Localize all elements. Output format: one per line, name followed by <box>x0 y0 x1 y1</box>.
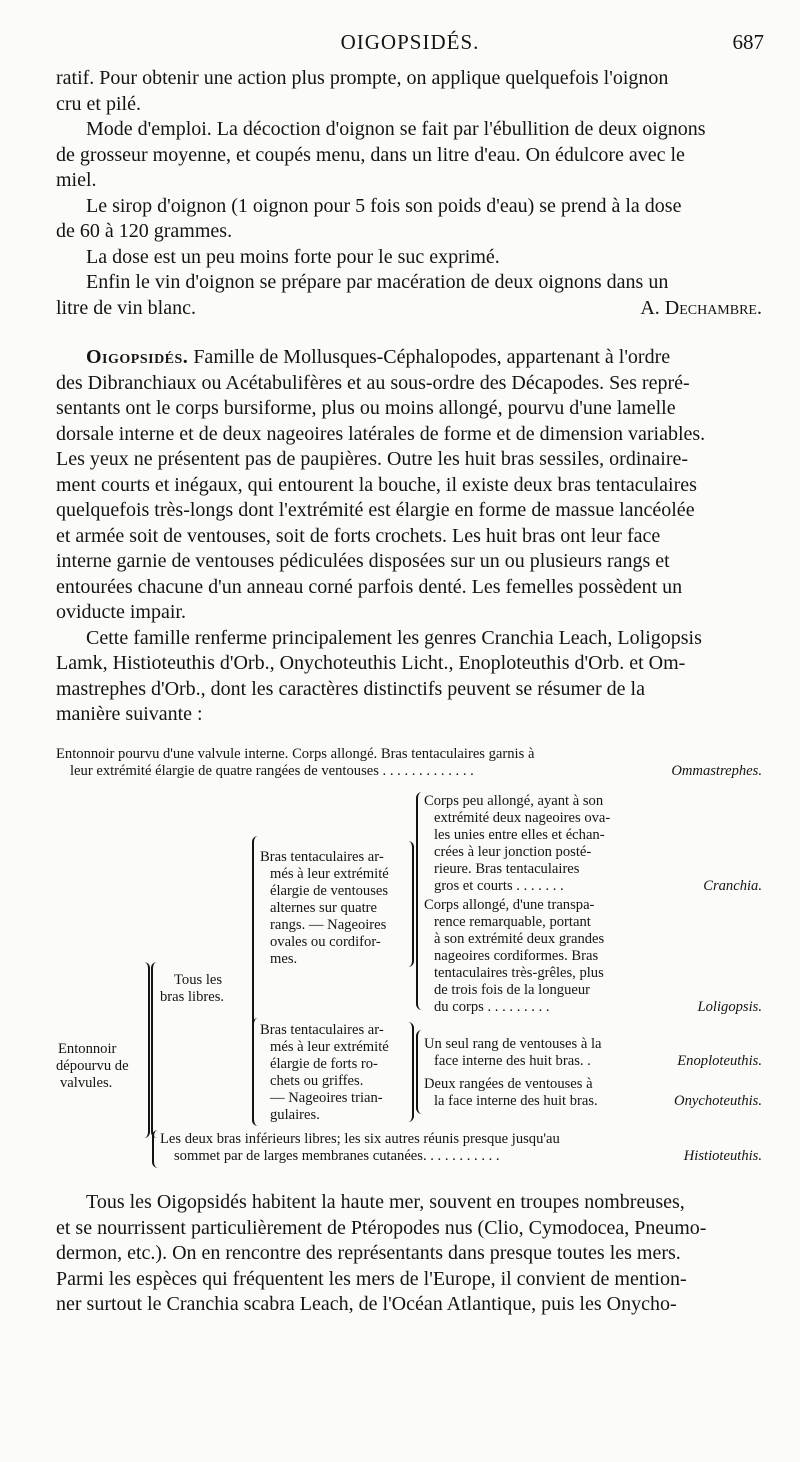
text-line: de 60 à 120 grammes. <box>56 220 233 242</box>
key-label-line: Entonnoir <box>58 1041 117 1057</box>
key-line: chets ou griffes. <box>270 1073 364 1089</box>
key-entry-line: leur extrémité élargie de quatre rangées de ventouses . . . . . . . . . . . . . <box>70 763 474 779</box>
genus-name: Ommastrephes. <box>671 763 762 779</box>
key-line: ovales ou cordifor- <box>270 934 381 950</box>
key-line: Bras tentaculaires ar- <box>260 1022 384 1038</box>
key-line: mes. <box>270 951 298 967</box>
key-line: de trois fois de la longueur <box>434 982 591 998</box>
text-line: dorsale interne et de deux nageoires latérales de forme et de dimension variables. <box>56 422 706 445</box>
key-line: sommet par de larges membranes cutanées. . . . . . . . . . . <box>174 1148 500 1164</box>
key-line: les unies entre elles et échan- <box>434 827 605 843</box>
text-line: des Dibranchiaux ou Acétabulifères et au sous-ordre des Décapodes. Ses repré- <box>56 371 690 394</box>
text-line: Parmi les espèces qui fréquentent les mers de l'Europe, il convient de mention- <box>56 1267 687 1290</box>
genus-name: Loligopsis. <box>697 999 762 1015</box>
key-entry-line: Entonnoir pourvu d'une valvule interne. Corps allongé. Bras tentaculaires garnis à <box>56 746 535 762</box>
key-line: élargie de forts ro- <box>270 1056 378 1072</box>
closing-paragraph <box>56 1190 762 1318</box>
key-bracket <box>406 1022 414 1122</box>
key-line: face interne des huit bras. . <box>434 1053 591 1069</box>
key-line: Corps allongé, d'une transpa- <box>424 897 595 913</box>
article-headword: Oigopsidés. <box>86 346 189 368</box>
key-bracket <box>151 962 159 1138</box>
key-line: la face interne des huit bras. <box>434 1093 598 1109</box>
key-line: extrémité deux nageoires ova- <box>434 810 611 826</box>
key-line: élargie de ventouses <box>270 883 389 899</box>
page-header <box>56 30 764 60</box>
text-line: oviducte impair. <box>56 601 186 623</box>
key-line: Corps peu allongé, ayant à son <box>424 793 604 809</box>
genus-name: Enoploteuthis. <box>677 1053 762 1069</box>
previous-article <box>56 66 762 321</box>
text-line: Cette famille renferme principalement les genres Cranchia Leach, Loligopsis <box>86 626 702 649</box>
text-line: dermon, etc.). On en rencontre des représentants dans presque toutes les mers. <box>56 1242 681 1264</box>
text-line: interne garnie de ventouses pédiculées disposées sur un ou plusieurs rangs et <box>56 550 670 572</box>
text-line: Famille de Mollusques-Céphalopodes, appartenant à l'ordre <box>193 346 671 368</box>
text-line: de grosseur moyenne, et coupés menu, dans un litre d'eau. On édulcore avec le <box>56 143 685 166</box>
key-bracket <box>142 962 150 1138</box>
page-number: 687 <box>732 30 764 54</box>
key-line: tentaculaires très-grêles, plus <box>434 965 604 981</box>
key-label-line: dépourvu de <box>56 1058 129 1074</box>
text-line: manière suivante : <box>56 703 203 725</box>
key-line: à son extrémité deux grandes <box>434 931 605 947</box>
key-line: crées à leur jonction posté- <box>434 844 592 860</box>
key-bracket <box>416 1030 424 1114</box>
text-line: La dose est un peu moins forte pour le suc exprimé. <box>86 245 500 268</box>
key-line: més à leur extrémité <box>270 1039 389 1055</box>
article-oigopsides <box>56 345 762 728</box>
key-bracket <box>416 792 424 1010</box>
text-line: Mode d'emploi. La décoction d'oignon se fait par l'ébullition de deux oignons <box>86 118 706 140</box>
key-line: nageoires cordiformes. Bras <box>434 948 599 964</box>
key-line: Un seul rang de ventouses à la <box>424 1036 602 1052</box>
identification-key <box>56 746 762 1171</box>
key-line: rence remarquable, portant <box>434 914 591 930</box>
key-line: Bras tentaculaires ar- <box>260 849 384 865</box>
key-line: rangs. — Nageoires <box>270 917 387 933</box>
text-line: ner surtout le Cranchia scabra Leach, de l'Océan Atlantique, puis les Onycho- <box>56 1293 677 1315</box>
text-line: mastrephes d'Orb., dont les caractères distinctifs peuvent se résumer de la <box>56 677 645 700</box>
text-line: et se nourrissent particulièrement de Ptéropodes nus (Clio, Cymodocea, Pneumo- <box>56 1216 707 1239</box>
text-line: Le sirop d'oignon (1 oignon pour 5 fois son poids d'eau) se prend à la dose <box>86 194 682 217</box>
text-line: sentants ont le corps bursiforme, plus ou moins allongé, pourvu d'une lamelle <box>56 397 676 419</box>
text-line: ment courts et inégaux, qui entourent la bouche, il existe deux bras tentaculaires <box>56 473 697 496</box>
text-line: Enfin le vin d'oignon se prépare par macération de deux oignons dans un <box>86 271 669 293</box>
key-bracket <box>406 841 414 967</box>
key-line: — Nageoires trian- <box>270 1090 383 1106</box>
signature-line <box>56 296 762 322</box>
text-line: Lamk, Histioteuthis d'Orb., Onychoteuthis Licht., Enoploteuthis d'Orb. et Om- <box>56 652 686 674</box>
genus-name: Histioteuthis. <box>683 1148 762 1164</box>
running-title: OIGOPSIDÉS. <box>340 30 480 54</box>
text-line: ratif. Pour obtenir une action plus prompte, on applique quelquefois l'oignon <box>56 67 669 89</box>
genus-name: Onychoteuthis. <box>674 1093 762 1109</box>
key-line: gros et courts . . . . . . . <box>434 878 564 894</box>
genus-name: Cranchia. <box>703 878 762 894</box>
key-line: més à leur extrémité <box>270 866 389 882</box>
key-label-line: valvules. <box>60 1075 113 1091</box>
text-line: cru et pilé. <box>56 92 141 115</box>
text-line: Tous les Oigopsidés habitent la haute mer, souvent en troupes nombreuses, <box>86 1191 685 1213</box>
text-line: et armée soit de ventouses, soit de forts crochets. Les huit bras ont leur face <box>56 524 661 547</box>
key-label-line: bras libres. <box>160 989 225 1005</box>
key-line: rieure. Bras tentaculaires <box>434 861 580 877</box>
author-signature: A. Dechambre. <box>640 296 762 319</box>
key-line: gulaires. <box>270 1107 320 1123</box>
text-line: Les yeux ne présentent pas de paupières. Outre les huit bras sessiles, ordinaire- <box>56 448 689 470</box>
key-line: du corps . . . . . . . . . <box>434 999 550 1015</box>
key-bracket <box>152 1130 160 1168</box>
text-line: entourées chacune d'un anneau corné parfois denté. Les femelles possèdent un <box>56 575 683 598</box>
text-line: quelquefois très-longs dont l'extrémité est élargie en forme de massue lancéolée <box>56 499 695 521</box>
key-label-line: Tous les <box>174 972 223 988</box>
text-line: litre de vin blanc. <box>56 296 196 319</box>
key-line: Deux rangées de ventouses à <box>424 1076 593 1092</box>
text-line: miel. <box>56 169 97 191</box>
key-line: Les deux bras inférieurs libres; les six autres réunis presque jusqu'au <box>160 1131 560 1147</box>
key-line: alternes sur quatre <box>270 900 377 916</box>
key-bracket <box>252 1018 260 1126</box>
